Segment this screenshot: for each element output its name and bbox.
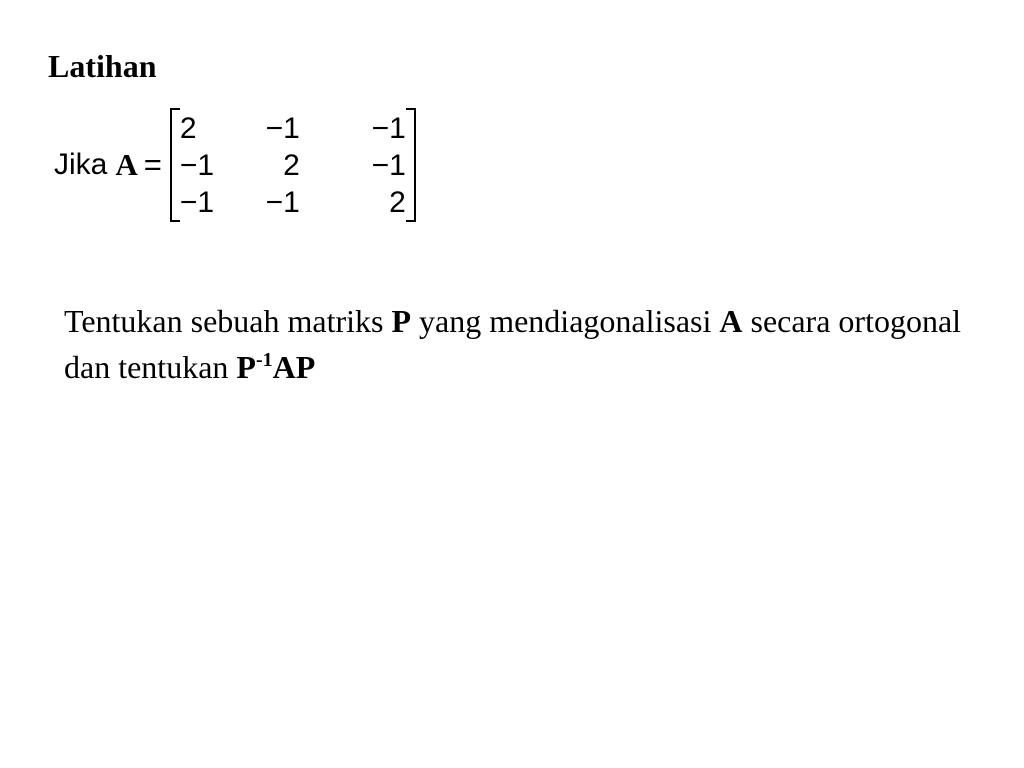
matrix-cell-r1-c3: −1: [371, 111, 406, 145]
matrix-statement: [54, 104, 416, 226]
question-text: [64, 298, 964, 390]
question-bold-ap: AP: [272, 349, 316, 385]
matrix-a: [170, 106, 416, 224]
question-part-2: yang mendiagonalisasi: [411, 303, 720, 339]
question-part-1: Tentukan sebuah matriks: [64, 303, 392, 339]
slide-title: Latihan: [48, 48, 157, 84]
matrix-cell-r2-c3: −1: [371, 148, 406, 182]
question-bold-p-inverse: P: [236, 349, 256, 385]
left-bracket: [170, 108, 180, 222]
matrix-cell-r1-c1: 2: [179, 111, 197, 145]
right-bracket: [406, 108, 416, 222]
matrix-cell-r2-c1: −1: [179, 148, 215, 182]
matrix-cell-r3-c2: −1: [265, 185, 300, 219]
matrix-cell-r3-c1: −1: [179, 185, 215, 219]
matrix-cell-r2-c2: 2: [283, 148, 300, 182]
question-superscript: -1: [255, 349, 273, 371]
equals-sign: =: [143, 147, 162, 182]
matrix-cell-r3-c3: 2: [389, 185, 406, 219]
matrix-prefix: Jika: [54, 148, 108, 181]
matrix-variable: A: [115, 147, 138, 182]
question-bold-a: A: [719, 303, 743, 339]
question-part-3: secara ortogonal dan tentukan: [64, 303, 962, 385]
question-bold-p: P: [391, 303, 411, 339]
matrix-cell-r1-c2: −1: [265, 111, 300, 145]
